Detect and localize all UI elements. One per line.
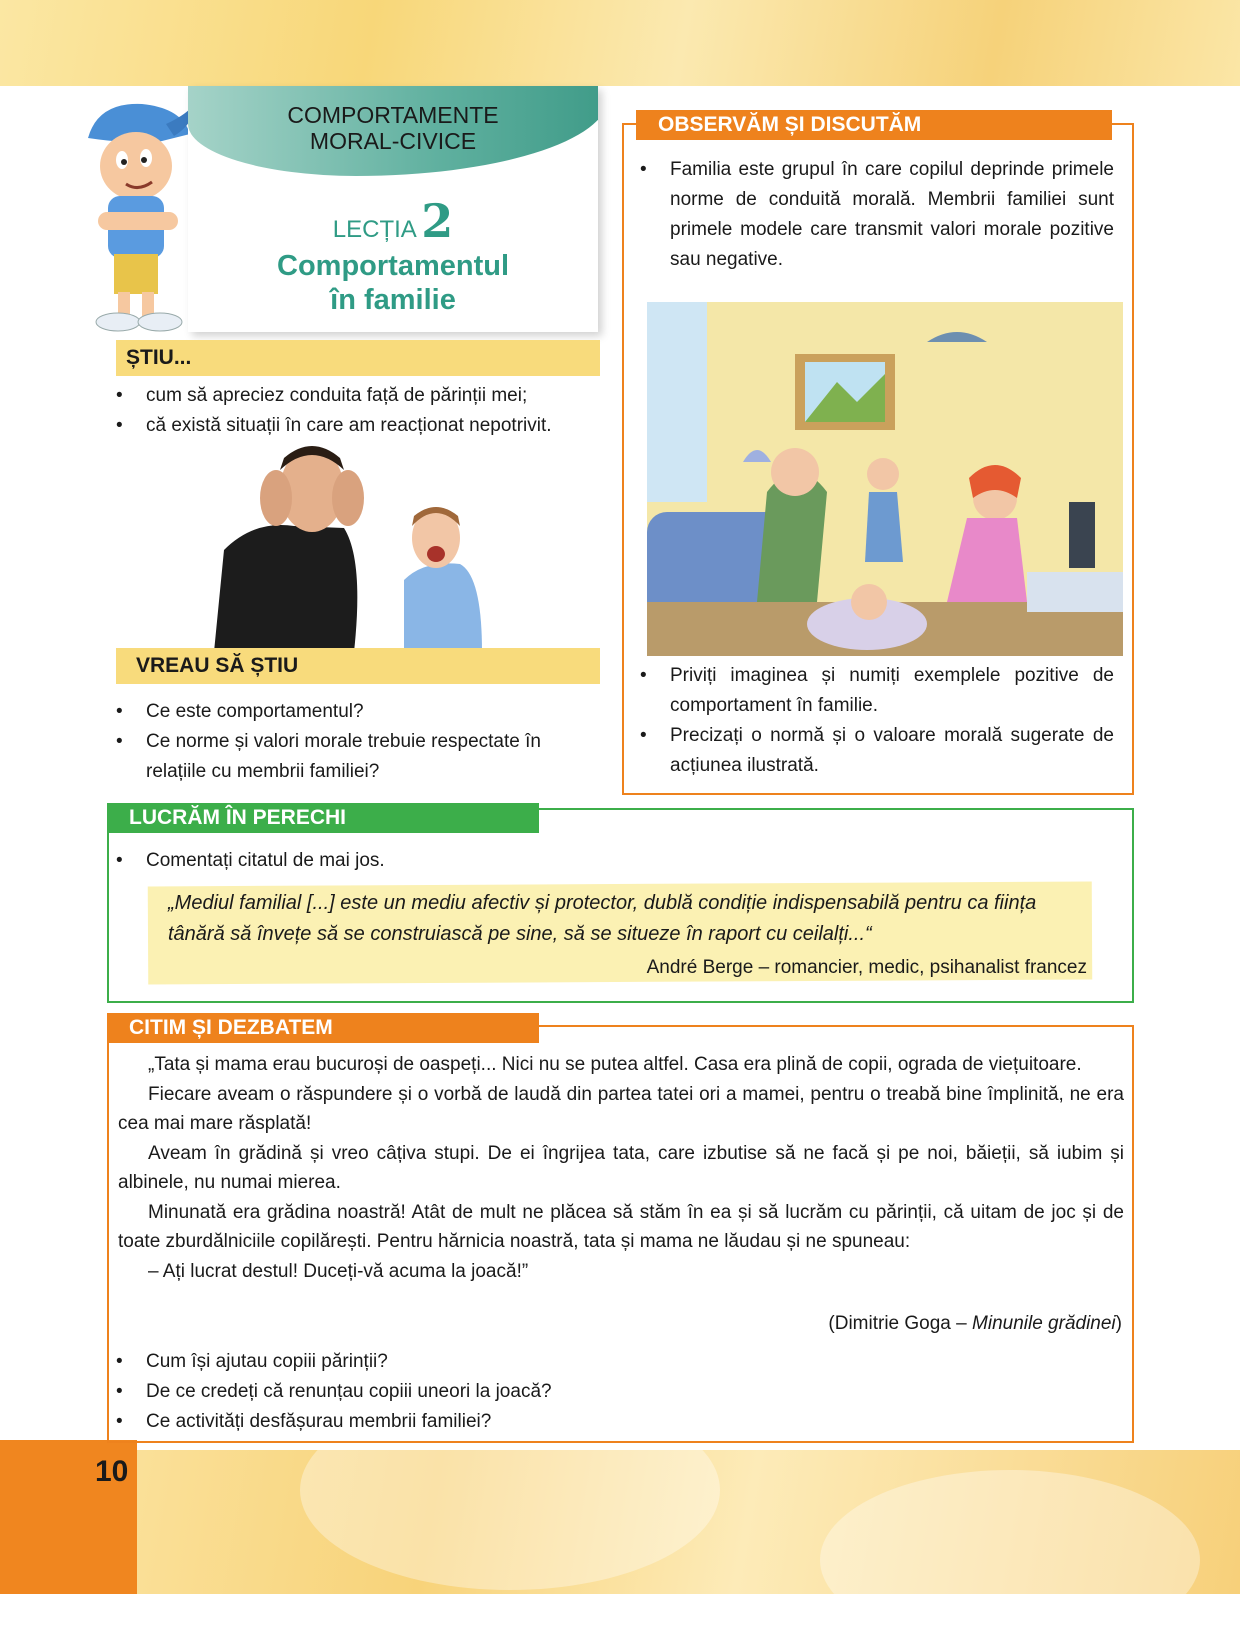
list-item: • cum să apreciez conduita față de părinții mei; (116, 381, 606, 411)
story-paragraph: Minunată era grădina noastră! Atât de mult ne plăcea să stăm în ea și să lucrăm cu părinții, că uitam de joc și de toate zburdălniciile copilărești. Pentru hărnicia noastră, tata și mama ne lăudau și ne spuneau: (118, 1201, 1124, 1252)
lucram-list (116, 846, 1016, 876)
list-item: • că există situații în care am reacționat nepotrivit. (116, 411, 606, 441)
lucram-header: LUCRĂM ÎN PERECHI (107, 803, 539, 833)
lesson-title-panel (188, 86, 598, 332)
citim-header: CITIM ȘI DEZBATEM (107, 1013, 539, 1043)
story-paragraph: Aveam în grădină și vreo câțiva stupi. De ei îngrijea tata, care izbutise să ne facă și pe noi, băieții, să iubim și albinele, nu numai mierea. (118, 1142, 1124, 1193)
quote-author: André Berge – romancier, medic, psihanalist francez (646, 957, 1087, 978)
observam-questions (640, 661, 1114, 781)
lesson-number: 2 (421, 194, 454, 248)
top-decorative-band (0, 0, 1240, 86)
list-item: • Cum își ajutau copiii părinții? (116, 1347, 1016, 1377)
topic-line-1: COMPORTAMENTE (287, 102, 499, 128)
lesson-label (188, 194, 598, 248)
list-item: • Ce norme și valori morale trebuie respectate în relațiile cu membrii familiei? (116, 727, 606, 787)
source-author: (Dimitrie Goga – (828, 1313, 973, 1334)
observam-intro-list (640, 155, 1114, 275)
story-text (118, 1050, 1124, 1286)
vreau-header: VREAU SĂ ȘTIU (116, 648, 600, 684)
source-title: Minunile grădinei (972, 1313, 1116, 1334)
list-item: • Familia este grupul în care copilul deprinde primele norme de conduită morală. Membrii familiei sunt primele modele care transmit valori morale pozitive sau negative. (640, 155, 1114, 275)
list-item: • De ce credeți că renunțau copiii uneori la joacă? (116, 1377, 1016, 1407)
story-paragraph: – Ați lucrat destul! Duceți-vă acuma la joacă!” (148, 1260, 529, 1282)
stiu-header: ȘTIU... (116, 340, 600, 376)
source-close: ) (1115, 1313, 1122, 1334)
vreau-list (116, 697, 606, 787)
story-source (828, 1309, 1122, 1339)
lesson-title-line-2: în familie (330, 284, 456, 316)
page-number: 10 (95, 1455, 129, 1488)
family-room-illustration (647, 302, 1123, 656)
topic-heading (188, 102, 598, 154)
list-item: • Precizați o normă și o valoare morală sugerate de acțiunea ilustrată. (640, 721, 1114, 781)
citim-questions (116, 1347, 1016, 1437)
boy-mascot-illustration (78, 94, 198, 338)
list-item: • Comentați citatul de mai jos. (116, 846, 1016, 876)
lesson-word: LECȚIA (332, 216, 417, 243)
story-paragraph: Fiecare aveam o răspundere și o vorbă de laudă din partea tatei ori a mamei, pentru o treabă bine împlinită, ne era cea mai mare răsplată! (118, 1083, 1124, 1134)
stressed-father-photo (214, 440, 490, 652)
lesson-title-line-1: Comportamentul (277, 250, 509, 282)
stiu-list (116, 381, 606, 441)
observam-header: OBSERVĂM ȘI DISCUTĂM (636, 110, 1112, 140)
list-item: • Ce activități desfășurau membrii familiei? (116, 1407, 1016, 1437)
story-paragraph: „Tata și mama erau bucuroși de oaspeți... Nici nu se putea altfel. Casa era plină de copii, ograda de viețuitoare. (148, 1054, 1082, 1075)
topic-line-2: MORAL-CIVICE (309, 128, 477, 154)
list-item: • Priviți imaginea și numiți exemplele pozitive de comportament în familie. (640, 661, 1114, 721)
bottom-decorative-band (0, 1450, 1240, 1594)
list-item: • Ce este comportamentul? (116, 697, 606, 727)
quote-text: „Mediul familial [...] este un mediu afectiv și protector, dublă condiție indispensabilă pentru ca ființa tânără să învețe să se construiască pe sine, să se situeze în raport cu ceilalți...“ (168, 892, 1037, 945)
lesson-title (188, 249, 598, 317)
